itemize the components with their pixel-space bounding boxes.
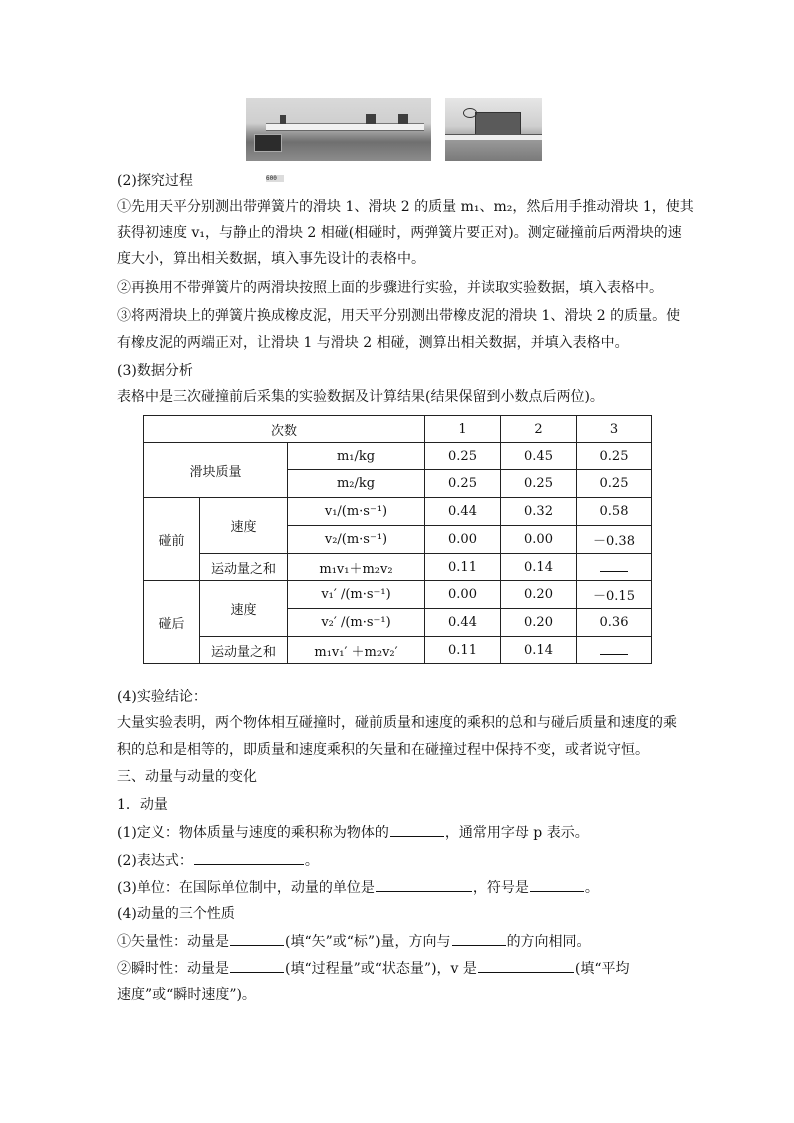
- fill-in-blank: [452, 931, 506, 946]
- v2-value-1: 0.00: [425, 526, 501, 554]
- v2-value-3: －0.38: [577, 526, 652, 554]
- instant-text-c: (填“平均: [574, 961, 630, 977]
- table-row: [144, 581, 652, 609]
- vector-text-b: (填“矢”或“标”)量，方向与: [285, 934, 451, 950]
- p-after-label: m₁v₁′ ＋m₂v₂′: [288, 637, 425, 664]
- fill-in-blank: [390, 822, 444, 837]
- fill-in-blank: [600, 559, 628, 572]
- section3-title: 三、动量与动量的变化: [117, 769, 257, 785]
- instant-text-a: ②瞬时性：动量是: [117, 961, 229, 977]
- v2-value-2: 0.00: [501, 526, 577, 554]
- header-col-2: 2: [501, 416, 577, 443]
- m2-label: m₂/kg: [288, 470, 425, 498]
- m2-value-3: 0.25: [577, 470, 652, 498]
- after-speed-label: 速度: [200, 581, 288, 637]
- v2p-label: v₂′ /(m·s⁻¹): [288, 609, 425, 637]
- unit-text-b: ，符号是: [472, 880, 529, 896]
- expression-text-b: 。: [304, 853, 319, 869]
- table-header-row: [144, 416, 652, 443]
- p-before-label: m₁v₁＋m₂v₂: [288, 554, 425, 581]
- conclusion-line2: 积的总和是相等的，即质量和速度乘积的矢量和在碰撞过程中保持不变，或者说守恒。: [117, 742, 649, 758]
- v1p-label: v₁′ /(m·s⁻¹): [288, 581, 425, 609]
- slider-block-1: [366, 114, 376, 124]
- m1-label: m₁/kg: [288, 443, 425, 470]
- v2p-value-2: 0.20: [501, 609, 577, 637]
- slider-closeup-photo: [445, 98, 542, 161]
- p-before-value-2: 0.14: [501, 554, 577, 581]
- fill-in-blank: [194, 850, 304, 865]
- header-label: 次数: [144, 416, 425, 443]
- vector-text-a: ①矢量性：动量是: [117, 934, 229, 950]
- expression-text-a: (2)表达式：: [117, 853, 193, 869]
- header-col-1: 1: [425, 416, 501, 443]
- step1-line2: 获得初速度 v₁，与静止的滑块 2 相碰(相碰时，两弹簧片要正对)。测定碰撞前后两滑块的速: [117, 225, 682, 241]
- definition-text-a: (1)定义：物体质量与速度的乘积称为物体的: [117, 825, 389, 841]
- definition-line: [117, 822, 589, 843]
- procedure-heading: (2)探究过程: [117, 173, 193, 189]
- v1-value-2: 0.32: [501, 498, 577, 526]
- spring-ring: [463, 108, 477, 118]
- step2: ②再换用不带弹簧片的两滑块按照上面的步骤进行实验，并读取实验数据，填入表格中。: [117, 280, 663, 296]
- data-table: [143, 415, 652, 664]
- fill-in-blank: [376, 877, 472, 892]
- analysis-intro: 表格中是三次碰撞前后采集的实验数据及计算结果(结果保留到小数点后两位)。: [117, 389, 604, 405]
- v1-value-3: 0.58: [577, 498, 652, 526]
- step1-line1: ①先用天平分别测出带弹簧片的滑块 1、滑块 2 的质量 m₁、m₂，然后用手推动滑块 1，使其: [117, 199, 694, 215]
- fill-in-blank: [530, 877, 584, 892]
- properties-heading: (4)动量的三个性质: [117, 906, 235, 922]
- unit-line: [117, 877, 599, 898]
- p-after-value-1: 0.11: [425, 637, 501, 664]
- expression-line: [117, 850, 319, 871]
- v1-label: v₁/(m·s⁻¹): [288, 498, 425, 526]
- v1-value-1: 0.44: [425, 498, 501, 526]
- air-track-rail: [266, 123, 424, 131]
- instantaneous-line2: 速度”或“瞬时速度”)。: [117, 987, 256, 1003]
- unit-text-a: (3)单位：在国际单位制中，动量的单位是: [117, 880, 375, 896]
- v2p-value-1: 0.44: [425, 609, 501, 637]
- vector-text-c: 的方向相同。: [506, 934, 591, 950]
- fill-in-blank: [230, 958, 284, 973]
- table-row: [144, 554, 652, 581]
- step1-line3: 度大小，算出相关数据，填入事先设计的表格中。: [117, 251, 425, 267]
- step3-line1: ③将两滑块上的弹簧片换成橡皮泥，用天平分别测出带橡皮泥的滑块 1、滑块 2 的质量。使: [117, 308, 681, 324]
- m1-value-1: 0.25: [425, 443, 501, 470]
- mass-group-label: 滑块质量: [144, 443, 288, 498]
- conclusion-heading: (4)实验结论：: [117, 689, 207, 705]
- slider-cart: [475, 112, 521, 136]
- v1p-value-3: －0.15: [577, 581, 652, 609]
- table-row: [144, 443, 652, 470]
- fill-in-blank: [230, 931, 284, 946]
- p-before-blank: [577, 554, 652, 581]
- v2-label: v₂/(m·s⁻¹): [288, 526, 425, 554]
- before-speed-label: 速度: [200, 498, 288, 554]
- timer-display: 600: [266, 175, 284, 182]
- slider-block-2: [398, 114, 408, 124]
- after-group-label: 碰后: [144, 581, 200, 664]
- unit-text-c: 。: [584, 880, 599, 896]
- instantaneous-property-line: [117, 958, 630, 979]
- definition-text-b: ，通常用字母 p 表示。: [444, 825, 589, 841]
- v2p-value-3: 0.36: [577, 609, 652, 637]
- closeup-rail: [445, 134, 542, 140]
- timer-box: [254, 134, 282, 182]
- header-col-3: 3: [577, 416, 652, 443]
- m2-value-2: 0.25: [501, 470, 577, 498]
- v1p-value-2: 0.20: [501, 581, 577, 609]
- before-group-label: 碰前: [144, 498, 200, 581]
- m1-value-3: 0.25: [577, 443, 652, 470]
- vector-property-line: [117, 931, 591, 952]
- table-row: [144, 637, 652, 664]
- m2-value-1: 0.25: [425, 470, 501, 498]
- track-stop: [280, 115, 286, 124]
- air-track-photo: [246, 98, 431, 182]
- p-after-blank: [577, 637, 652, 664]
- after-momentum-sum-label: 运动量之和: [200, 637, 288, 664]
- instant-text-b: (填“过程量”或“状态量”)，v 是: [285, 961, 477, 977]
- fill-in-blank: [600, 642, 628, 655]
- analysis-heading: (3)数据分析: [117, 363, 193, 379]
- fill-in-blank: [478, 958, 574, 973]
- table-row: [144, 498, 652, 526]
- step3-line2: 有橡皮泥的两端正对，让滑块 1 与滑块 2 相碰，测算出相关数据，并填入表格中。: [117, 335, 629, 351]
- conclusion-line1: 大量实验表明，两个物体相互碰撞时，碰前质量和速度的乘积的总和与碰后质量和速度的乘: [117, 715, 677, 731]
- before-momentum-sum-label: 运动量之和: [200, 554, 288, 581]
- p-after-value-2: 0.14: [501, 637, 577, 664]
- m1-value-2: 0.45: [501, 443, 577, 470]
- v1p-value-1: 0.00: [425, 581, 501, 609]
- momentum-subheading: 1．动量: [117, 797, 168, 813]
- p-before-value-1: 0.11: [425, 554, 501, 581]
